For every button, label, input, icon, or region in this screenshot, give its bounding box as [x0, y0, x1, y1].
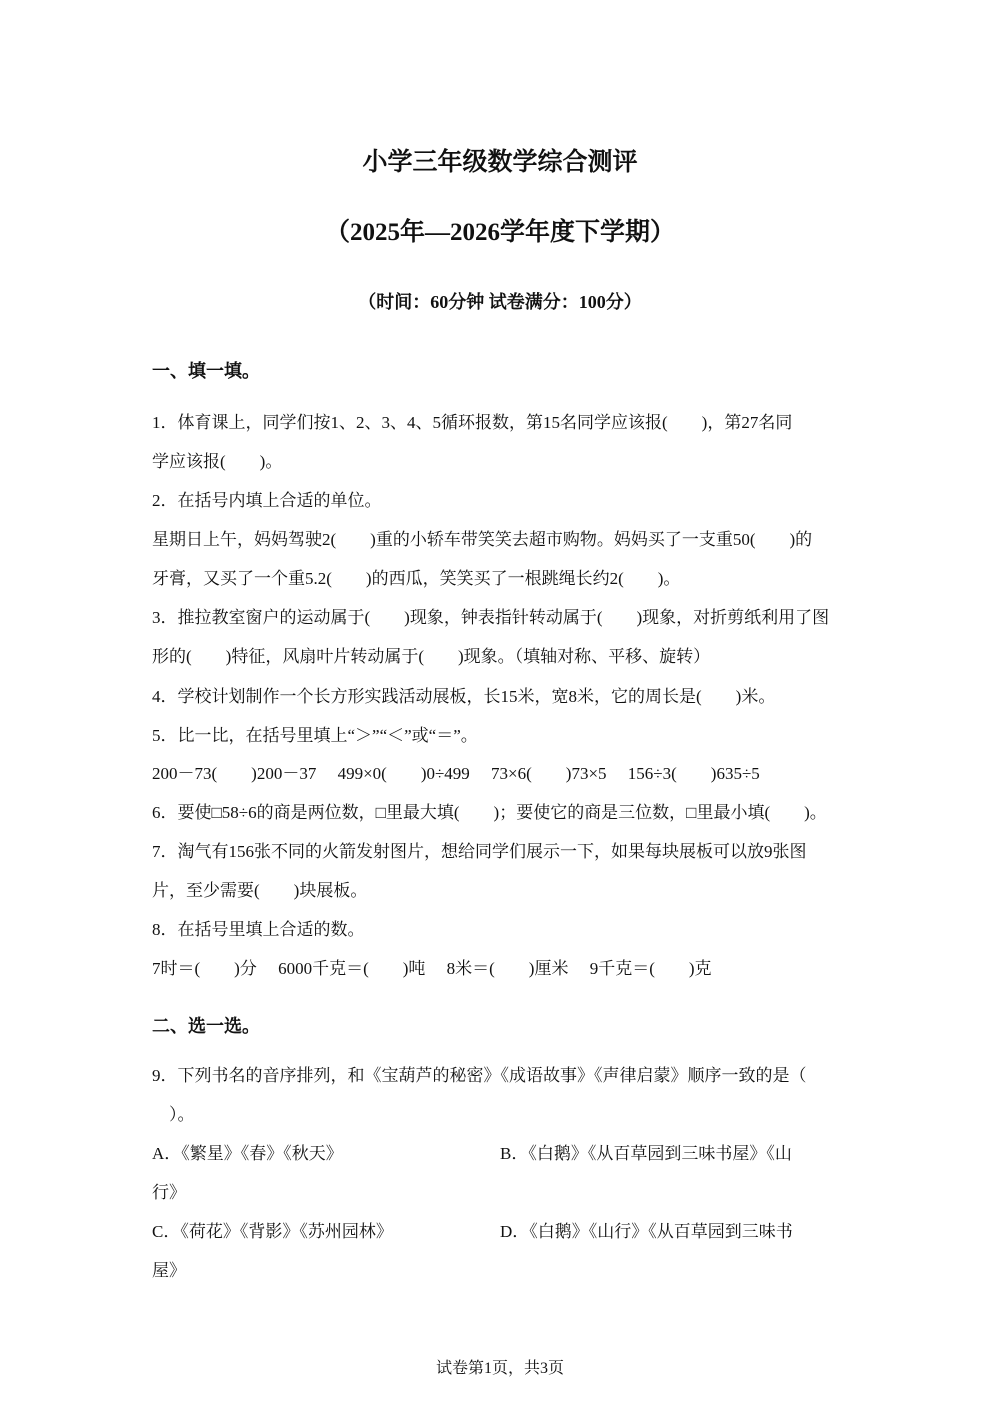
section-heading-fill: 一、填一填。 — [152, 361, 260, 381]
question-line: 2．在括号内填上合适的单位。 — [152, 491, 382, 510]
option-d-continued: 屋》 — [152, 1261, 186, 1280]
question-line: 8．在括号里填上合适的数。 — [152, 920, 365, 939]
question-line: 7．淘气有156张不同的火箭发射图片，想给同学们展示一下，如果每块展板可以放9张图 — [152, 842, 807, 861]
question-line: 200－73( )200－37 499×0( )0÷499 73×6( )73×5 156÷3( )635÷5 — [152, 764, 760, 783]
question-line: 4．学校计划制作一个长方形实践活动展板，长15米，宽8米，它的周长是( )米。 — [152, 687, 776, 706]
question-line: 7时＝( )分 6000千克＝( )吨 8米＝( )厘米 9千克＝( )克 — [152, 959, 712, 978]
question-line: 3．推拉教室窗户的运动属于( )现象，钟表指针转动属于( )现象，对折剪纸利用了图 — [152, 608, 830, 627]
question-line: 片，至少需要( )块展板。 — [152, 881, 368, 900]
option-d: D．《白鹅》《山行》《从百草园到三味书 — [500, 1222, 793, 1241]
question-line: ）。 — [152, 1105, 195, 1124]
question-line: 6．要使□58÷6的商是两位数，□里最大填( )；要使它的商是三位数，□里最小填( )。 — [152, 803, 827, 822]
exam-info: （时间：60分钟 试卷满分：100分） — [358, 292, 642, 312]
page-footer: 试卷第1页，共3页 — [435, 1360, 564, 1377]
question-line: 9．下列书名的音序排列，和《宝葫芦的秘密》《成语故事》《声律启蒙》顺序一致的是（ — [152, 1066, 807, 1085]
option-b: B．《白鹅》《从百草园到三味书屋》《山 — [500, 1144, 792, 1163]
option-b-continued: 行》 — [152, 1183, 186, 1202]
exam-title: 小学三年级数学综合测评 — [362, 149, 638, 176]
section-heading-choice: 二、选一选。 — [152, 1016, 260, 1036]
question-line: 形的( )特征，风扇叶片转动属于( )现象。（填轴对称、平移、旋转） — [152, 647, 711, 666]
question-line: 学应该报( )。 — [152, 452, 283, 471]
exam-year: （2025年—2026学年度下学期） — [324, 219, 675, 246]
question-line: 星期日上午，妈妈驾驶2( )重的小轿车带笑笑去超市购物。妈妈买了一支重50( )的 — [152, 530, 813, 549]
option-a: A．《繁星》《春》《秋天》 — [152, 1144, 343, 1163]
question-line: 1．体育课上，同学们按1、2、3、4、5循环报数，第15名同学应该报( )，第27名同 — [152, 413, 793, 432]
question-line: 5．比一比，在括号里填上“＞”“＜”或“＝”。 — [152, 726, 478, 745]
question-line: 牙膏，又买了一个重5.2( )的西瓜，笑笑买了一根跳绳长约2( )。 — [152, 569, 681, 588]
option-c: C．《荷花》《背影》《苏州园林》 — [152, 1222, 393, 1241]
